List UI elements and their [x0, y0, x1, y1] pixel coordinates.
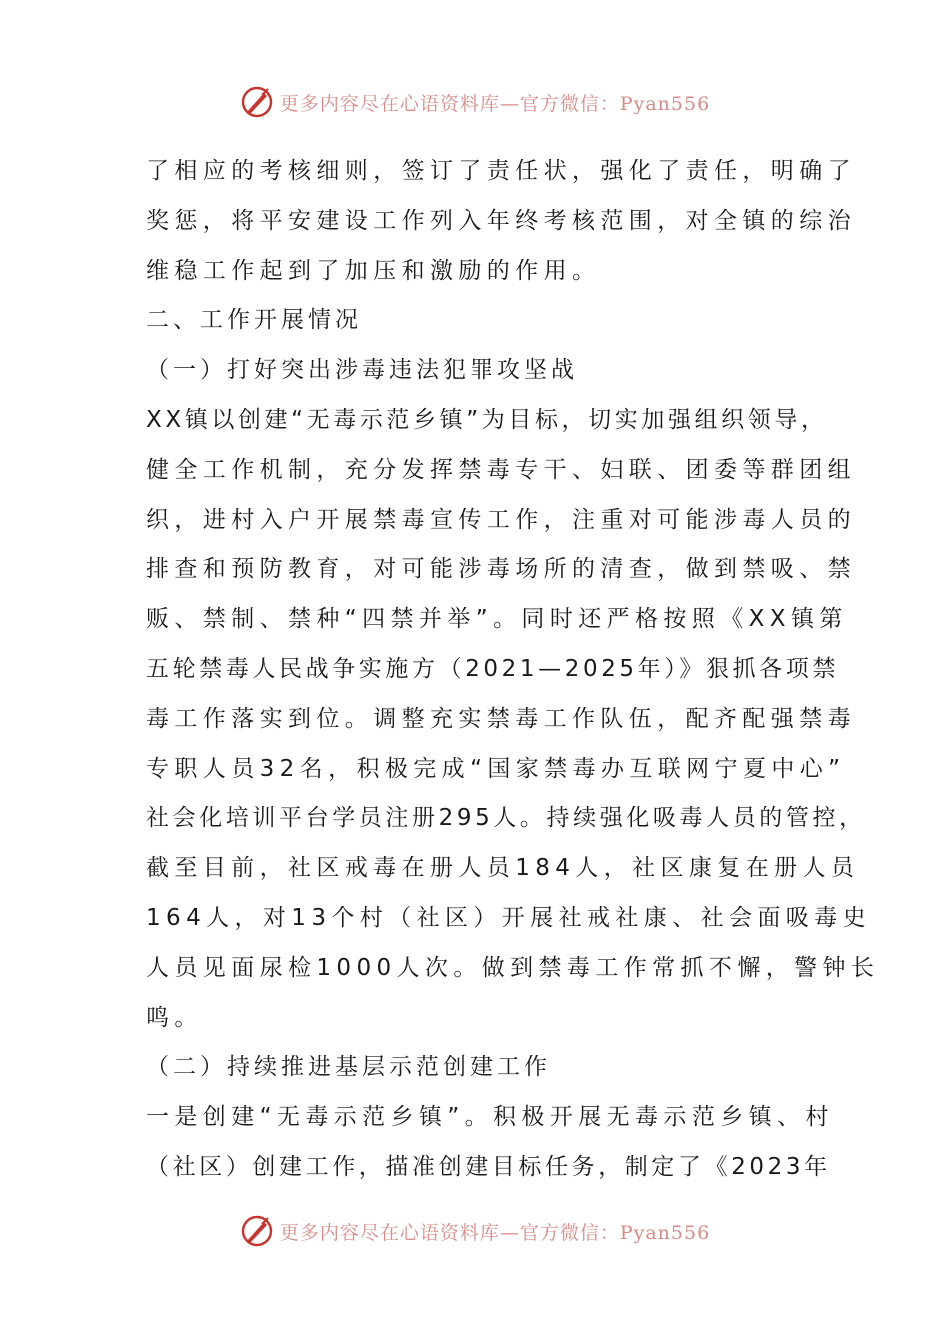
footer-banner-text: 更多内容尽在心语资料库—官方微信：Pyan556 — [279, 1221, 711, 1244]
text-line: 专职人员32名，积极完成“国家禁毒办互联网宁夏中心” — [146, 755, 846, 782]
text-line: 毒工作落实到位。调整充实禁毒工作队伍，配齐配强禁毒 — [146, 705, 856, 732]
text-line: 织，进村入户开展禁毒宣传工作，注重对可能涉毒人员的 — [146, 506, 856, 533]
header-banner-text: 更多内容尽在心语资料库—官方微信：Pyan556 — [279, 92, 711, 115]
footer-banner — [0, 1211, 950, 1251]
text-line: 维稳工作起到了加压和激励的作用。 — [146, 257, 601, 284]
text-line: 截至目前，社区戒毒在册人员184人，社区康复在册人员 — [146, 855, 860, 882]
text-line: 了相应的考核细则，签订了责任状，强化了责任，明确了 — [146, 158, 856, 184]
text-line: 164人，对13个村（社区）开展社戒社康、社会面吸毒史 — [146, 904, 871, 931]
text-line: 健全工作机制，充分发挥禁毒专干、妇联、团委等群团组 — [146, 456, 856, 483]
text-line: XX镇以创建“无毒示范乡镇”为目标，切实加强组织领导， — [146, 406, 828, 433]
text-line: 鸣。 — [146, 1004, 203, 1031]
quill-logo-icon — [240, 1214, 274, 1248]
text-line: （社区）创建工作，描准创建目标任务，制定了《2023年 — [146, 1153, 831, 1180]
text-line: 五轮禁毒人民战争实施方（2021—2025年）》狠抓各项禁 — [146, 655, 839, 682]
text-line: 人员见面尿检1000人次。做到禁毒工作常抓不懈，警钟长 — [146, 954, 880, 981]
quill-logo-icon — [240, 85, 274, 119]
text-line: 社会化培训平台学员注册295人。持续强化吸毒人员的管控， — [146, 805, 866, 832]
subsection-heading: （二）持续推进基层示范创建工作 — [146, 1054, 551, 1081]
text-line: 贩、禁制、禁种“四禁并举”。同时还严格按照《XX镇第 — [146, 606, 848, 633]
text-line: 一是创建“无毒示范乡镇”。积极开展无毒示范乡镇、村 — [146, 1104, 834, 1131]
header-banner — [0, 82, 950, 122]
document-body — [146, 147, 880, 1193]
text-line: 奖惩，将平安建设工作列入年终考核范围，对全镇的综治 — [146, 207, 856, 234]
section-heading: 二、工作开展情况 — [146, 307, 362, 334]
subsection-heading: （一）打好突出涉毒违法犯罪攻坚战 — [146, 357, 578, 384]
text-line: 排查和预防教育，对可能涉毒场所的清查，做到禁吸、禁 — [146, 556, 856, 583]
